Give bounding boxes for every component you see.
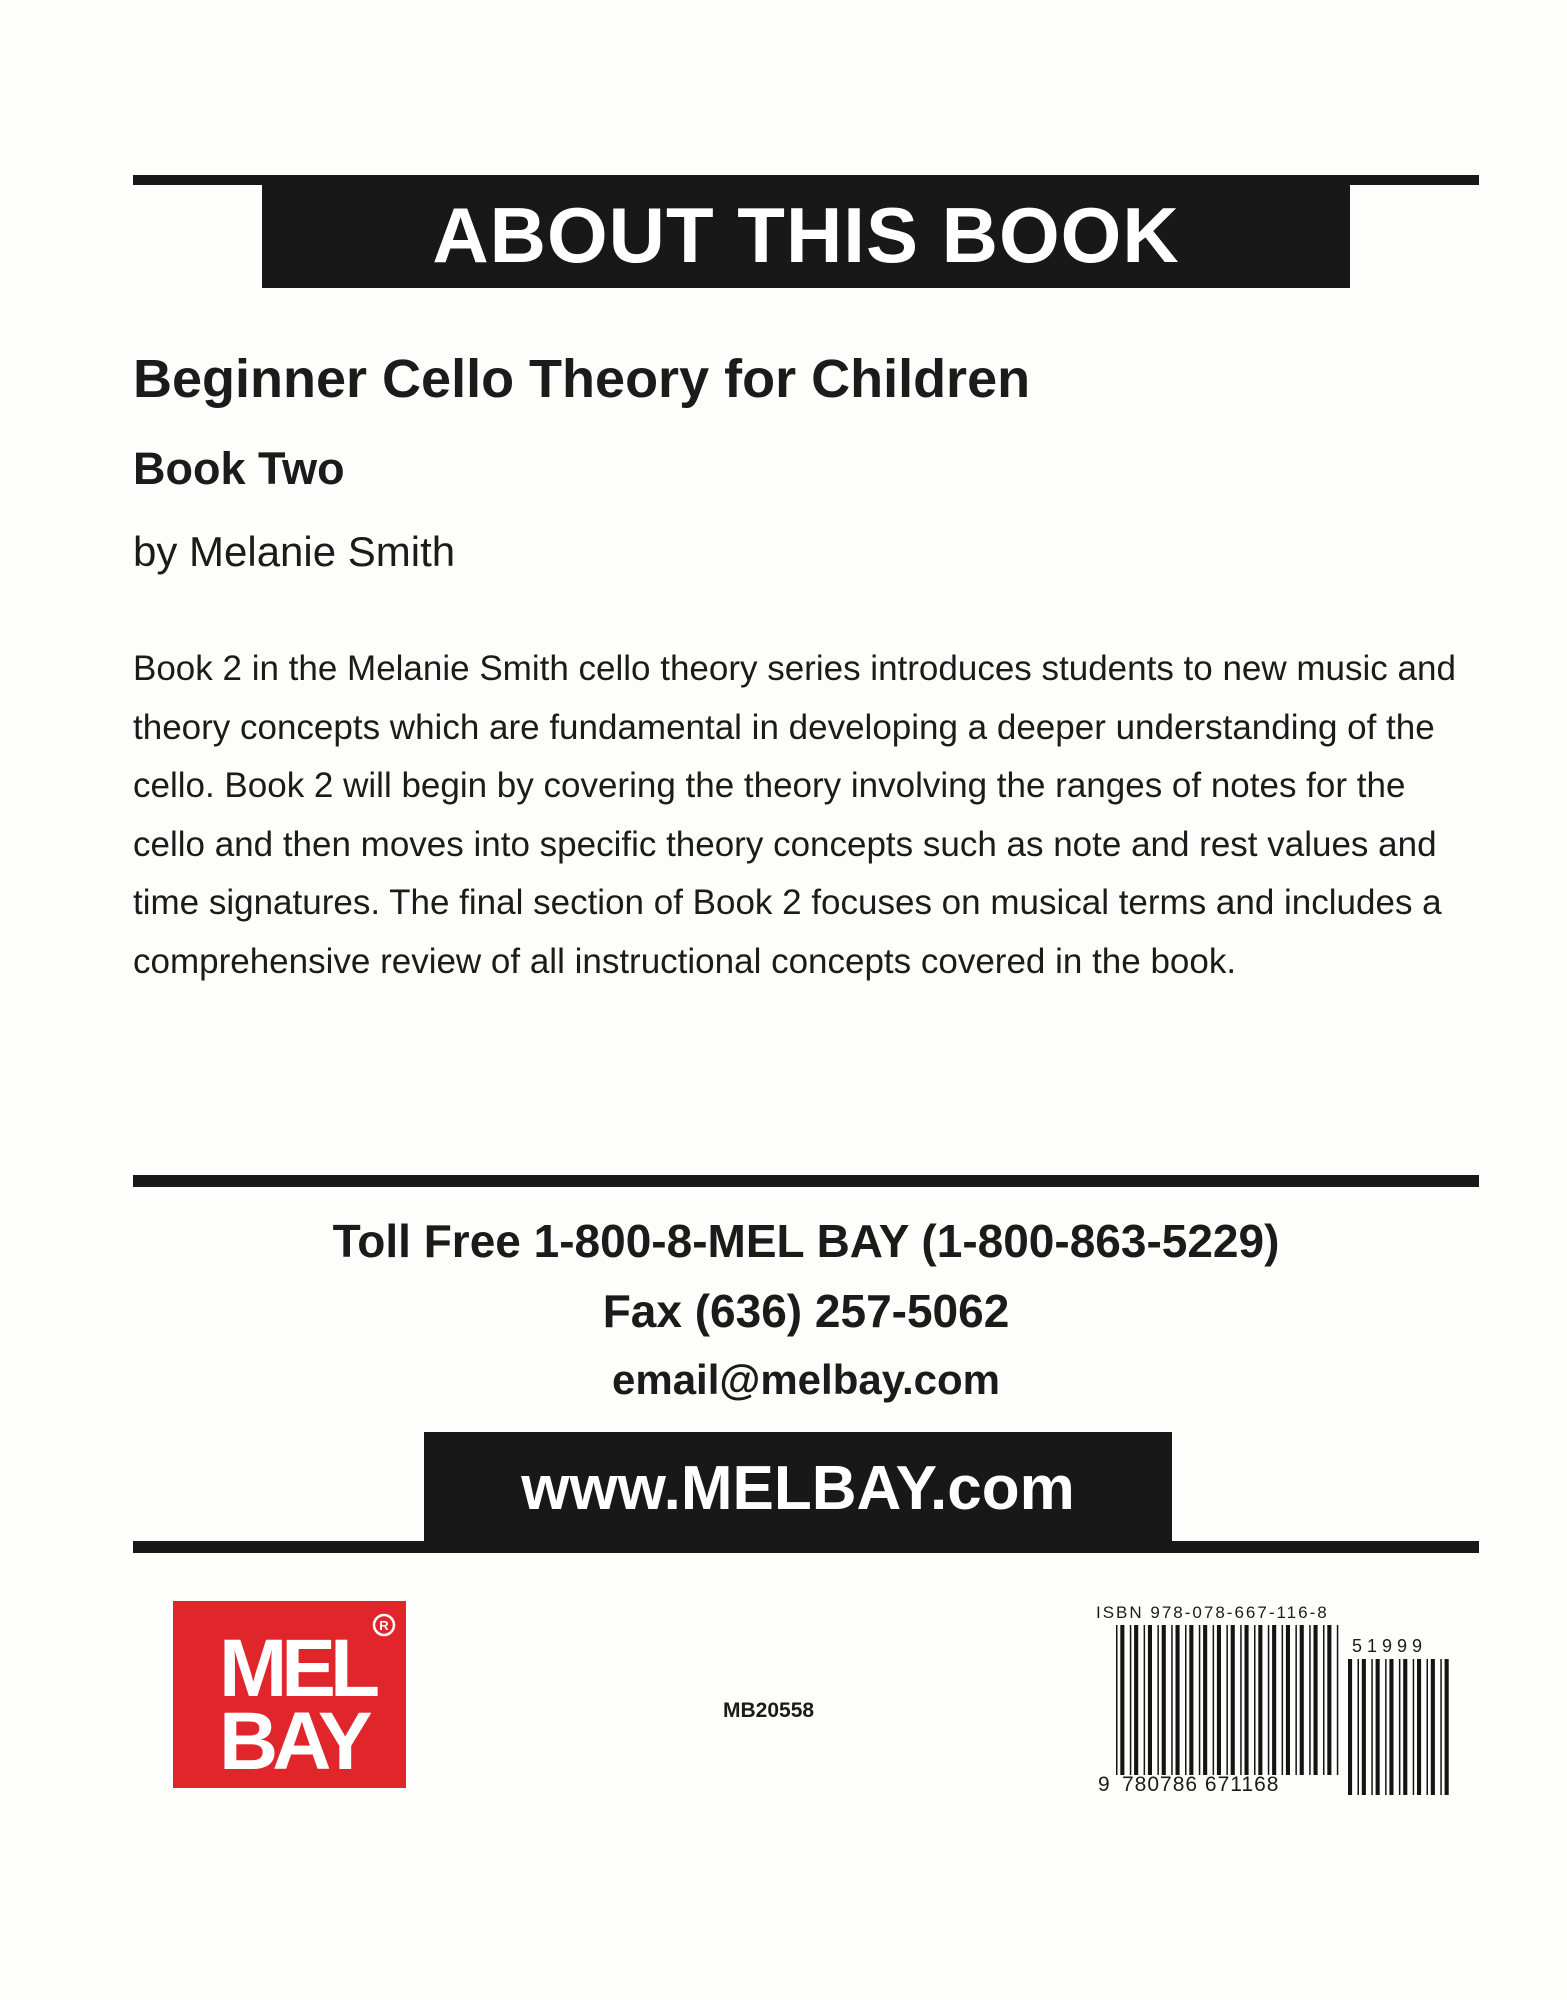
barcode-bar: [1282, 1625, 1284, 1795]
barcode-bar: [1157, 1625, 1159, 1795]
barcode-bar: [1231, 1625, 1235, 1795]
barcode-bar: [1203, 1625, 1207, 1795]
barcode-bar: [1185, 1625, 1187, 1795]
toll-free-number: Toll Free 1-800-8-MEL BAY (1-800-863-5229): [332, 1215, 1280, 1267]
barcode-bar: [1362, 1659, 1366, 1795]
barcode-prefix: 9: [1098, 1773, 1110, 1795]
barcode-bar: [1268, 1625, 1270, 1795]
barcode-bar: [1389, 1659, 1393, 1795]
barcode-bar: [1120, 1625, 1124, 1795]
barcode-bar: [1213, 1625, 1215, 1795]
barcode-bar: [1116, 1625, 1118, 1795]
barcode-bar: [1162, 1625, 1166, 1795]
addon-barcode-bars: [1348, 1659, 1449, 1795]
barcode-bar: [1314, 1625, 1318, 1795]
section-header: [262, 182, 1350, 288]
barcode-bar: [1399, 1659, 1401, 1795]
barcode-bar: [1323, 1625, 1325, 1795]
barcode-bar: [1148, 1625, 1152, 1795]
website-box: [424, 1432, 1172, 1544]
barcode-bar: [1431, 1659, 1435, 1795]
barcode-bar: [1134, 1625, 1138, 1795]
barcode-bar: [1445, 1659, 1449, 1795]
barcode-bar: [1199, 1625, 1201, 1795]
barcode-bar: [1286, 1625, 1290, 1795]
barcode-bar: [1217, 1625, 1221, 1795]
barcode-bar: [1427, 1659, 1429, 1795]
book-author: by Melanie Smith: [133, 528, 456, 575]
barcode-bar: [1358, 1659, 1360, 1795]
barcode-bar: [1144, 1625, 1146, 1795]
barcode-bar: [1327, 1625, 1331, 1795]
isbn-label: ISBN 978-078-667-116-8: [1096, 1603, 1329, 1622]
barcode-bar: [1348, 1659, 1352, 1795]
barcode-bar: [1440, 1659, 1442, 1795]
barcode-bar: [1240, 1625, 1242, 1795]
logo-line1: MEL: [219, 1623, 375, 1714]
barcode-bar: [1226, 1625, 1228, 1795]
barcode-bar: [1417, 1659, 1421, 1795]
main-barcode-bars: [1116, 1625, 1338, 1795]
barcode-bar: [1171, 1625, 1173, 1795]
registered-letter: R: [379, 1618, 389, 1633]
book-subtitle: Book Two: [133, 443, 345, 494]
barcode-bar: [1176, 1625, 1180, 1795]
barcode-bar: [1309, 1625, 1311, 1795]
barcode-bar: [1189, 1625, 1193, 1795]
barcode-bar: [1245, 1625, 1249, 1795]
divider-rule: [133, 1175, 1479, 1187]
barcode-bar: [1413, 1659, 1415, 1795]
logo-line2: BAY: [219, 1696, 367, 1787]
website-url: www.MELBAY.com: [521, 1453, 1075, 1523]
book-description: Book 2 in the Melanie Smith cello theory series introduces students to new music and theory concepts which are fundamental in developing a deeper understanding of the cello. Book 2 will begin by covering the theory involving the ranges of notes for the cello and then moves into specific theory concepts such as note and rest values and time signatures. The final section of Book 2 focuses on musical terms and includes a comprehensive review of all instructional concepts covered in the book.: [133, 649, 1456, 981]
price-code: 5 1 9 9 9: [1352, 1636, 1423, 1656]
barcode-bar: [1371, 1659, 1373, 1795]
barcode-bar: [1300, 1625, 1304, 1795]
barcode-bar: [1130, 1625, 1132, 1795]
barcode-bar: [1385, 1659, 1387, 1795]
barcode-digits: 780786 671168: [1122, 1773, 1280, 1795]
book-title: Beginner Cello Theory for Children: [133, 349, 1031, 409]
barcode-bar: [1254, 1625, 1256, 1795]
barcode-bar: [1258, 1625, 1262, 1795]
product-code: MB20558: [723, 1699, 815, 1722]
barcode: [1092, 1625, 1457, 1795]
barcode-bar: [1295, 1625, 1297, 1795]
barcode-bar: [1403, 1659, 1407, 1795]
barcode-bar: [1337, 1625, 1339, 1795]
fax-number: Fax (636) 257-5062: [602, 1285, 1010, 1337]
email-address: email@melbay.com: [611, 1356, 1000, 1403]
barcode-bar: [1376, 1659, 1380, 1795]
barcode-bar: [1272, 1625, 1276, 1795]
section-header-title: ABOUT THIS BOOK: [432, 190, 1180, 279]
mel-bay-logo: [173, 1601, 406, 1788]
